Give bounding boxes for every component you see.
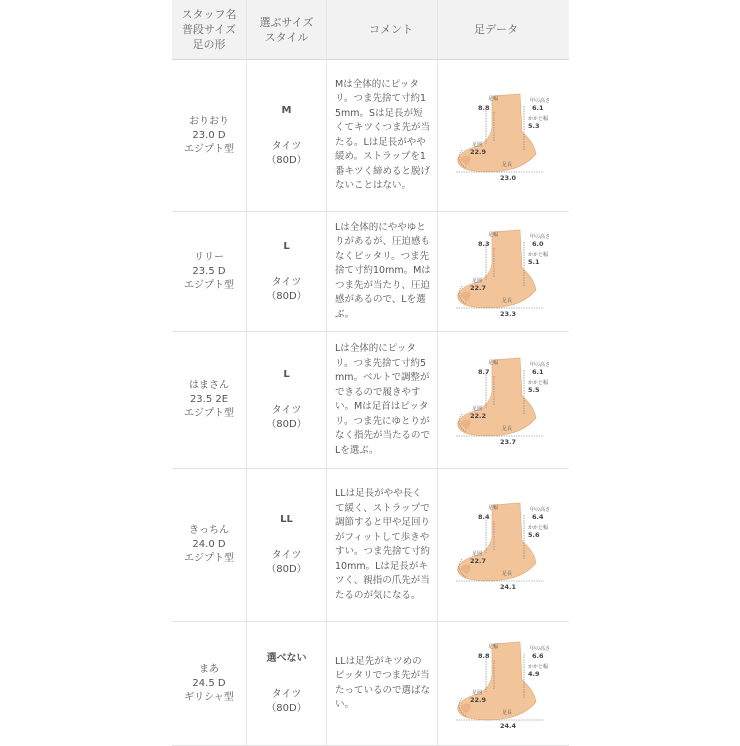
foot-value-girth: 22.7 — [469, 283, 486, 292]
foot-label-girth: 足囲 — [471, 551, 482, 557]
foot-label-instep: 甲の高さ — [529, 507, 550, 513]
usual-size: 24.5 D — [192, 677, 226, 689]
header-size — [247, 0, 327, 59]
foot-data-cell — [438, 622, 569, 745]
comment-text: LLは足先がキツめのピッタリでつま先が当たっているので選ばない。 — [335, 655, 431, 710]
foot-shape-type: エジプト型 — [184, 408, 234, 419]
foot-label-height: かかと幅 — [527, 251, 548, 258]
foot-diagram — [448, 636, 560, 732]
style-label: タイツ — [271, 140, 302, 152]
foot-label-length: 足長 — [501, 297, 512, 304]
foot-label-height: かかと幅 — [527, 380, 548, 386]
foot-value-instep: 6.1 — [531, 103, 544, 112]
foot-diagram — [448, 88, 560, 184]
staff-cell — [172, 212, 247, 331]
comment-text: Mは全体的にピッタリ。つま先捨て寸約15mm。Sは足長が短くてキツくつま先が当たる。Lは足長がやや緩め。ストラップを1番キツく締めると脱げないことはない。 — [335, 78, 431, 191]
style-label: タイツ — [271, 276, 302, 288]
foot-shape-type: エジプト型 — [184, 553, 234, 564]
chosen-size: L — [283, 240, 290, 252]
foot-label-length: 足長 — [501, 709, 512, 716]
foot-value-girth: 22.2 — [469, 412, 486, 420]
foot-label-width: 足幅 — [487, 360, 498, 366]
staff-name: おりおり — [189, 115, 229, 127]
foot-label-instep: 甲の高さ — [529, 645, 550, 652]
fitting-table — [172, 0, 569, 746]
foot-label-width: 足幅 — [487, 231, 498, 238]
denier-label: （80D） — [266, 154, 307, 166]
size-cell — [247, 60, 327, 211]
foot-label-length: 足長 — [501, 161, 512, 168]
comment-cell — [327, 60, 438, 211]
comment-cell — [327, 332, 438, 468]
denier-label: （80D） — [266, 564, 307, 575]
denier-label: （80D） — [266, 702, 307, 714]
table-row — [172, 332, 569, 469]
foot-label-girth: 足囲 — [471, 689, 482, 696]
foot-data-cell — [438, 469, 569, 621]
staff-cell — [172, 60, 247, 211]
foot-diagram — [448, 352, 560, 448]
table-row — [172, 60, 569, 212]
size-cell — [247, 469, 327, 621]
foot-value-length: 24.4 — [499, 721, 516, 730]
style-label: タイツ — [271, 550, 302, 561]
usual-size: 23.5 D — [192, 265, 226, 277]
style-label: タイツ — [271, 688, 302, 700]
foot-label-height: かかと幅 — [527, 115, 548, 122]
header-staff-line: スタッフ名 — [181, 8, 237, 21]
foot-value-instep: 6.0 — [531, 239, 544, 248]
staff-name: まあ — [199, 663, 219, 675]
foot-label-height: かかと幅 — [527, 663, 548, 670]
foot-value-length: 23.3 — [499, 309, 516, 318]
foot-value-height: 5.6 — [527, 531, 540, 539]
header-staff-line: 普段サイズ — [181, 23, 237, 36]
foot-data-cell — [438, 60, 569, 211]
foot-label-length: 足長 — [501, 426, 512, 432]
usual-size: 23.0 D — [192, 129, 226, 141]
foot-value-width: 8.8 — [477, 651, 490, 660]
usual-size: 24.0 D — [192, 539, 226, 550]
header-size-line: スタイル — [264, 30, 309, 44]
foot-label-width: 足幅 — [487, 95, 498, 102]
foot-label-girth: 足囲 — [471, 277, 482, 284]
foot-shape-type: エジプト型 — [184, 279, 234, 291]
staff-name: リリー — [194, 251, 224, 263]
table-body — [172, 60, 569, 746]
chosen-size: LL — [280, 514, 293, 525]
foot-label-width: 足幅 — [487, 505, 498, 511]
foot-value-instep: 6.4 — [531, 513, 544, 521]
size-cell — [247, 212, 327, 331]
staff-cell — [172, 469, 247, 621]
foot-value-instep: 6.1 — [531, 368, 544, 376]
foot-label-girth: 足囲 — [471, 141, 482, 148]
foot-value-width: 8.8 — [477, 103, 490, 112]
foot-label-instep: 甲の高さ — [529, 233, 550, 240]
foot-label-height: かかと幅 — [527, 525, 548, 531]
foot-value-girth: 22.9 — [469, 147, 486, 156]
foot-shape-type: エジプト型 — [184, 143, 234, 155]
size-cell — [247, 332, 327, 468]
foot-label-girth: 足囲 — [471, 406, 482, 412]
chosen-size: 選べない — [266, 652, 307, 664]
comment-cell — [327, 212, 438, 331]
foot-value-width: 8.3 — [477, 239, 490, 248]
foot-diagram — [448, 497, 560, 593]
foot-diagram — [448, 224, 560, 320]
table-row — [172, 622, 569, 746]
foot-data-cell — [438, 212, 569, 331]
foot-value-girth: 22.9 — [469, 695, 486, 704]
foot-value-height: 5.1 — [527, 257, 540, 266]
foot-value-instep: 6.6 — [531, 651, 544, 660]
staff-cell — [172, 622, 247, 745]
size-cell — [247, 622, 327, 745]
foot-shape-type: ギリシャ型 — [184, 691, 234, 703]
foot-data-cell — [438, 332, 569, 468]
foot-value-height: 5.3 — [527, 121, 540, 130]
chosen-size: M — [281, 104, 292, 116]
foot-label-width: 足幅 — [487, 643, 498, 650]
header-size-line: 選ぶサイズ — [259, 15, 314, 29]
foot-value-width: 8.4 — [477, 513, 490, 521]
foot-label-length: 足長 — [501, 571, 512, 577]
table-row — [172, 469, 569, 622]
foot-label-instep: 甲の高さ — [529, 362, 550, 368]
table-header — [172, 0, 569, 60]
header-comment: コメント — [327, 0, 438, 59]
foot-value-girth: 22.7 — [469, 557, 486, 565]
foot-value-length: 24.1 — [499, 583, 516, 591]
foot-value-width: 8.7 — [477, 368, 490, 376]
foot-value-height: 5.5 — [527, 386, 540, 394]
comment-text: Lは全体的にややゆとりがあるが、圧迫感もなくピッタリ。つま先捨て寸約10mm。Mはつま先が当たり、圧迫感があるので、Lを選ぶ。 — [335, 221, 431, 320]
header-staff-line: 足の形 — [192, 38, 226, 51]
foot-label-instep: 甲の高さ — [529, 97, 550, 104]
comment-text: LLは足長がやや長くて緩く、ストラップで調節すると甲や足回りがフィットして歩きやすい。つま先捨て寸約10mm。Lは足長がキツく、親指の爪先が当たるのが気になる。 — [335, 488, 431, 601]
denier-label: （80D） — [266, 419, 307, 430]
header-staff — [172, 0, 247, 59]
comment-text: Lは全体的にピッタリ。つま先捨て寸約5mm。ベルトで調整ができるので履きやすい。Mは足首はピッタリ。つま先にゆとりがなく指先が当たるのでLを選ぶ。 — [335, 343, 431, 456]
usual-size: 23.5 2E — [189, 394, 229, 405]
header-foot-data: 足データ — [474, 23, 518, 36]
comment-cell — [327, 469, 438, 621]
staff-name: きっちん — [189, 525, 229, 536]
denier-label: （80D） — [266, 290, 307, 302]
table-row — [172, 212, 569, 332]
foot-value-length: 23.7 — [499, 438, 516, 446]
style-label: タイツ — [271, 405, 302, 416]
comment-cell — [327, 622, 438, 745]
staff-cell — [172, 332, 247, 468]
foot-value-length: 23.0 — [499, 173, 516, 182]
chosen-size: L — [283, 369, 290, 380]
staff-name: はまさん — [189, 380, 229, 391]
foot-value-height: 4.9 — [527, 669, 540, 678]
